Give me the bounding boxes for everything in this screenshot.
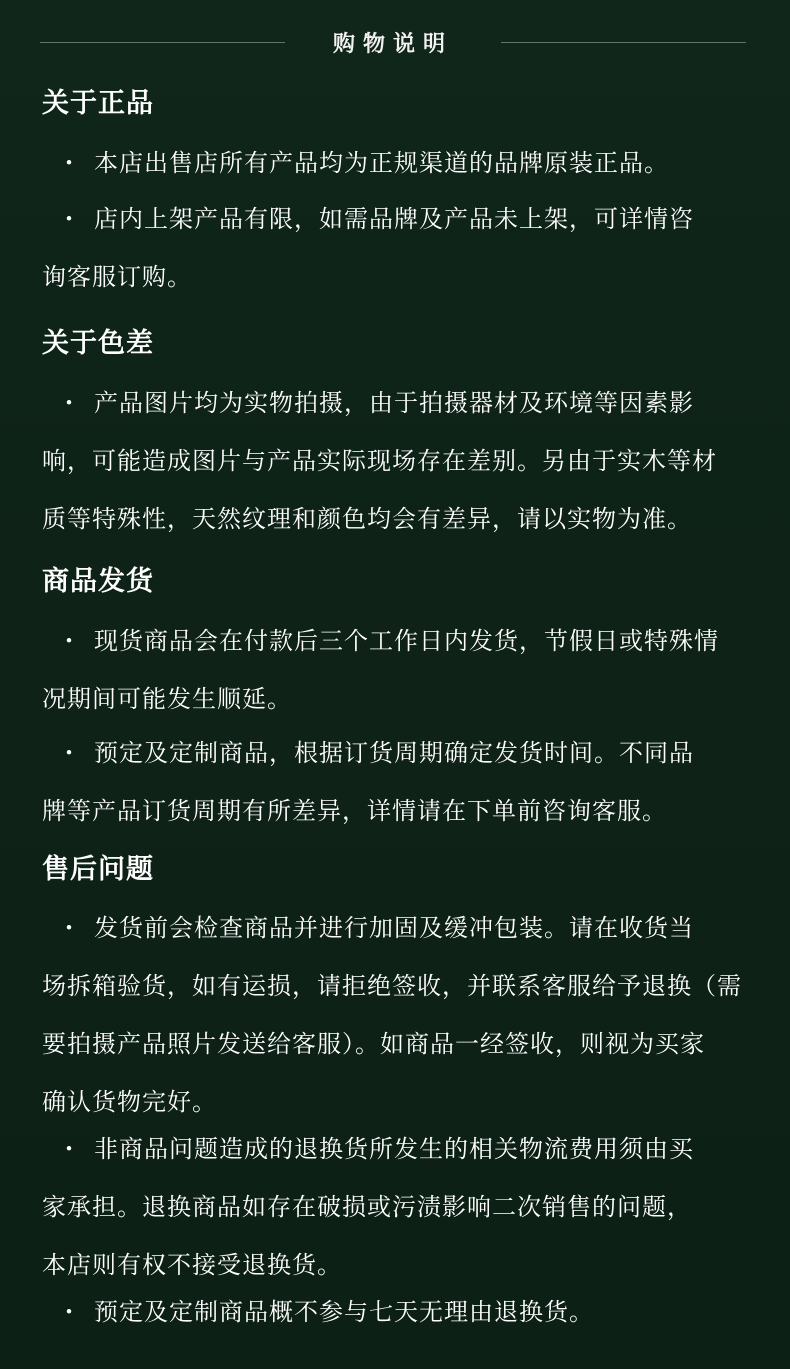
bullet-text-line: 产品图片均为实物拍摄，由于拍摄器材及环境等因素影 xyxy=(94,389,694,417)
bullet-line xyxy=(42,1120,748,1178)
bullet-line xyxy=(42,1283,748,1341)
bullet-text-line: 预定及定制商品概不参与七天无理由退换货。 xyxy=(94,1298,594,1326)
bullet-text-line: 预定及定制商品，根据订货周期确定发货时间。不同品 xyxy=(94,739,694,767)
bullet-line xyxy=(42,899,748,957)
bullet-text-line: 况期间可能发生顺延。 xyxy=(42,685,292,713)
bullet-line xyxy=(42,374,748,432)
bullet-dot: ・ xyxy=(57,389,82,417)
section-heading-color-difference: 关于色差 xyxy=(42,328,154,359)
bullet-line xyxy=(42,190,748,248)
bullet-color-difference-1 xyxy=(42,374,748,548)
bullet-line xyxy=(42,134,748,192)
bullet-dot: ・ xyxy=(57,627,82,655)
bullet-text-line: 现货商品会在付款后三个工作日内发货，节假日或特殊情 xyxy=(94,627,719,655)
bullet-dot: ・ xyxy=(57,149,82,177)
bullet-authentic-2 xyxy=(42,190,748,306)
bullet-shipping-2 xyxy=(42,724,748,840)
title-left-divider xyxy=(40,42,285,43)
section-heading-after-sales: 售后问题 xyxy=(42,854,154,885)
bullet-text-line: 店内上架产品有限，如需品牌及产品未上架，可详情咨 xyxy=(94,205,694,233)
bullet-text-line: 发货前会检查商品并进行加固及缓冲包装。请在收货当 xyxy=(94,914,694,942)
bullet-dot: ・ xyxy=(57,205,82,233)
bullet-dot: ・ xyxy=(57,1298,82,1326)
bullet-after-sales-2 xyxy=(42,1120,748,1294)
page-title-row xyxy=(40,22,746,62)
bullet-text-line: 场拆箱验货，如有运损，请拒绝签收，并联系客服给予退换（需 xyxy=(42,972,742,1000)
bullet-line xyxy=(42,724,748,782)
bullet-text-line: 要拍摄产品照片发送给客服）。如商品一经签收，则视为买家 xyxy=(42,1030,705,1058)
section-heading-shipping: 商品发货 xyxy=(42,566,154,597)
bullet-after-sales-1 xyxy=(42,899,748,1131)
bullet-line xyxy=(42,612,748,670)
bullet-text-line: 响，可能造成图片与产品实际现场存在差别。另由于实木等材 xyxy=(42,447,717,475)
bullet-after-sales-3 xyxy=(42,1283,748,1341)
title-right-divider xyxy=(501,42,746,43)
section-heading-authentic: 关于正品 xyxy=(42,88,154,119)
bullet-text-line: 牌等产品订货周期有所差异，详情请在下单前咨询客服。 xyxy=(42,797,667,825)
bullet-text-line: 质等特殊性，天然纹理和颜色均会有差异，请以实物为准。 xyxy=(42,505,692,533)
bullet-shipping-1 xyxy=(42,612,748,728)
bullet-text-line: 本店出售店所有产品均为正规渠道的品牌原装正品。 xyxy=(94,149,669,177)
bullet-text-line: 家承担。退换商品如存在破损或污渍影响二次销售的问题， xyxy=(42,1193,692,1221)
bullet-dot: ・ xyxy=(57,1135,82,1163)
bullet-text-line: 本店则有权不接受退换货。 xyxy=(42,1251,342,1279)
bullet-dot: ・ xyxy=(57,739,82,767)
bullet-text-line: 非商品问题造成的退换货所发生的相关物流费用须由买 xyxy=(94,1135,694,1163)
bullet-authentic-1 xyxy=(42,134,748,192)
bullet-text-line: 询客服订购。 xyxy=(42,263,192,291)
bullet-dot: ・ xyxy=(57,914,82,942)
bullet-text-line: 确认货物完好。 xyxy=(42,1088,217,1116)
page-title: 购物说明 xyxy=(333,31,454,57)
